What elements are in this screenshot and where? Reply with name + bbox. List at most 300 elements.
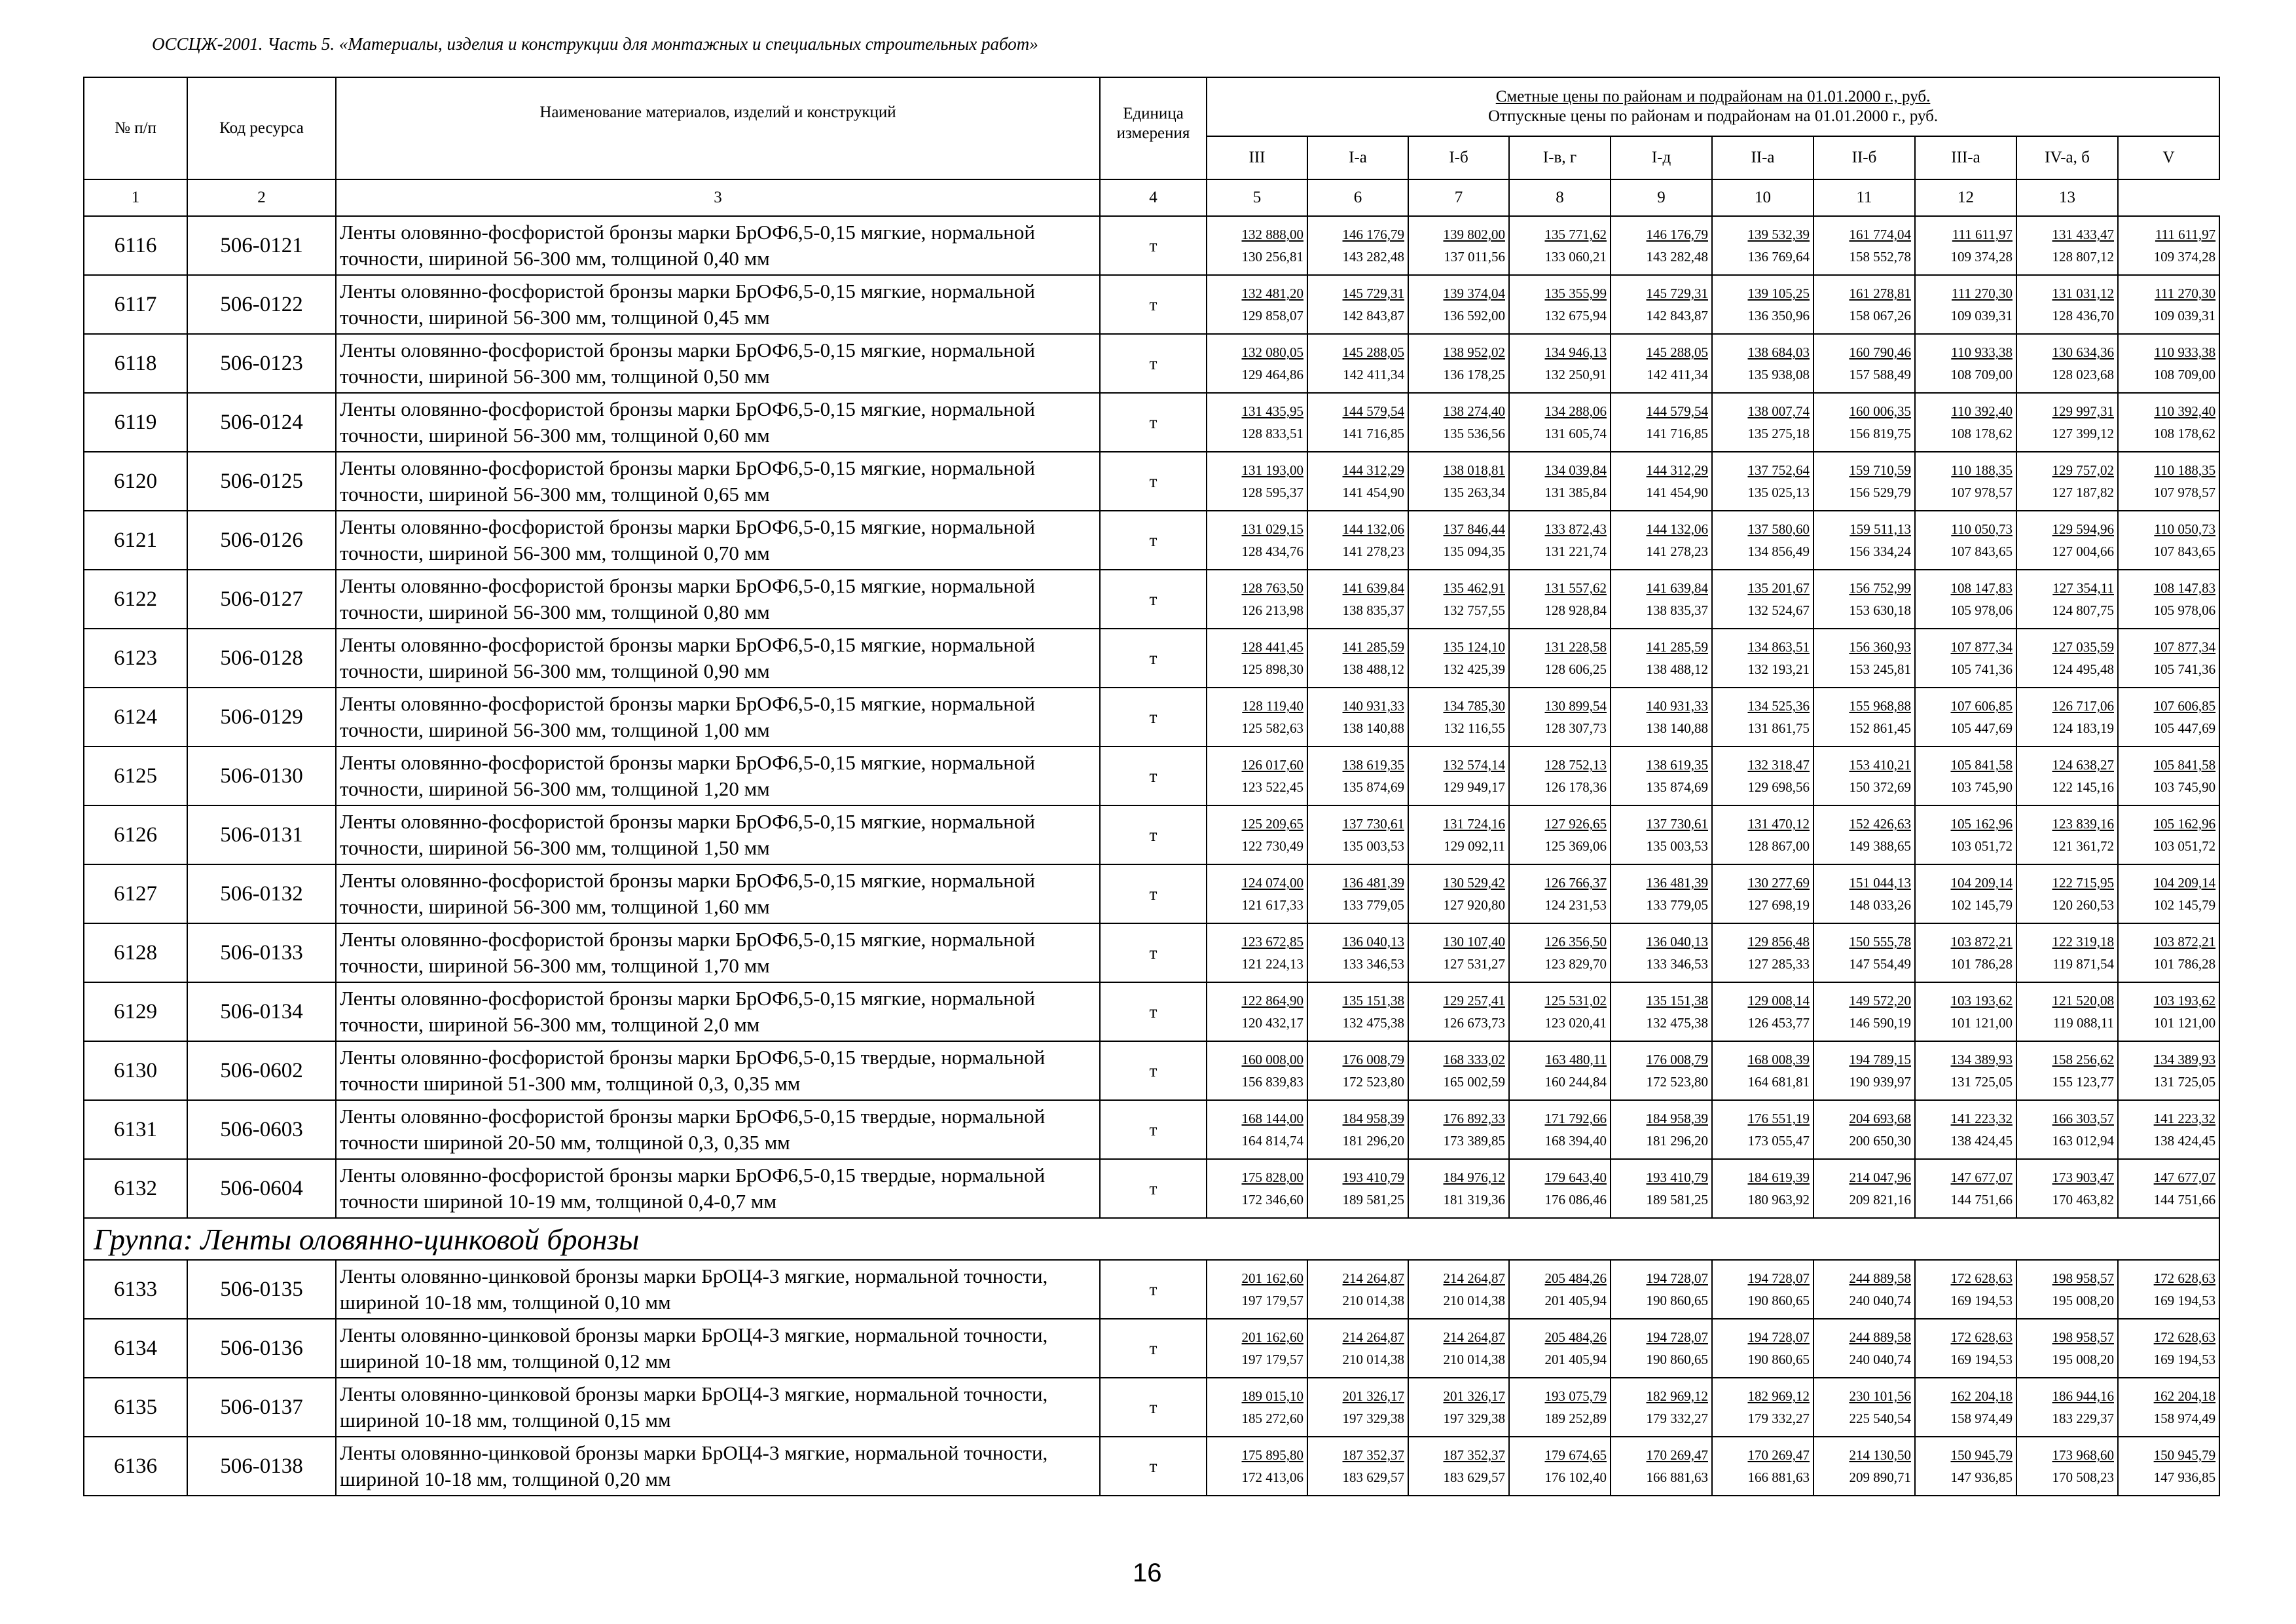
price-cell — [1813, 805, 1915, 864]
price-cell — [1915, 1041, 2016, 1100]
unit-of-measure: т — [1100, 1260, 1207, 1319]
resource-code: 506-0138 — [187, 1437, 336, 1496]
price-cell — [1915, 1159, 2016, 1218]
price-cell — [1712, 452, 1813, 511]
release-price: 225 540,54 — [1849, 1411, 1911, 1426]
estimate-price: 201 326,17 — [1443, 1388, 1505, 1404]
estimate-price: 121 520,08 — [2052, 993, 2114, 1008]
release-price: 120 260,53 — [2052, 897, 2114, 913]
release-price: 135 003,53 — [1342, 838, 1404, 854]
price-cell — [1915, 1378, 2016, 1437]
material-name: Ленты оловянно-фосфористой бронзы марки БрОФ6,5-0,15 твердые, нормальной точности шириной 20-50 мм, толщиной 0,3, 0,35 мм — [336, 1100, 1100, 1159]
price-cell — [1408, 334, 1509, 393]
release-price: 173 389,85 — [1443, 1133, 1505, 1149]
release-price: 125 582,63 — [1241, 720, 1303, 736]
header-region: III-а — [1915, 136, 2016, 179]
price-cell — [1408, 805, 1509, 864]
release-price: 124 495,48 — [2052, 661, 2114, 677]
price-cell — [1611, 923, 1712, 982]
price-cell — [1509, 1319, 1611, 1378]
price-cell — [1307, 511, 1408, 570]
estimate-price: 176 551,19 — [1747, 1111, 1810, 1126]
estimate-price: 146 176,79 — [1646, 227, 1708, 242]
column-number: 11 — [1813, 179, 1915, 216]
estimate-price: 139 802,00 — [1443, 227, 1505, 242]
estimate-price: 110 933,38 — [1951, 344, 2013, 360]
price-cell — [2118, 1319, 2219, 1378]
unit-of-measure: т — [1100, 334, 1207, 393]
resource-code: 506-0136 — [187, 1319, 336, 1378]
row-number: 6129 — [84, 982, 187, 1041]
unit-of-measure: т — [1100, 570, 1207, 629]
release-price: 132 475,38 — [1646, 1015, 1708, 1031]
estimate-price: 176 008,79 — [1646, 1052, 1708, 1067]
estimate-price: 214 264,87 — [1342, 1270, 1404, 1286]
estimate-price: 110 050,73 — [1951, 521, 2013, 537]
release-price: 124 231,53 — [1544, 897, 1607, 913]
row-number: 6127 — [84, 864, 187, 923]
release-price: 141 454,90 — [1342, 485, 1404, 500]
resource-code: 506-0122 — [187, 275, 336, 334]
price-cell — [1611, 1100, 1712, 1159]
estimate-price: 139 532,39 — [1747, 227, 1810, 242]
unit-of-measure: т — [1100, 1100, 1207, 1159]
release-price: 150 372,69 — [1849, 779, 1911, 795]
estimate-price: 173 968,60 — [2052, 1447, 2114, 1463]
release-price: 105 978,06 — [1950, 602, 2013, 618]
release-price: 123 829,70 — [1544, 956, 1607, 972]
release-price: 127 004,66 — [2052, 544, 2114, 559]
release-price: 190 860,65 — [1747, 1293, 1810, 1308]
price-cell — [1408, 511, 1509, 570]
estimate-price: 124 638,27 — [2052, 757, 2114, 773]
estimate-price: 194 789,15 — [1849, 1052, 1911, 1067]
table-row — [84, 1378, 2219, 1437]
price-cell — [2016, 1100, 2118, 1159]
estimate-price: 134 785,30 — [1443, 698, 1505, 714]
release-price: 138 140,88 — [1342, 720, 1404, 736]
table-row — [84, 1260, 2219, 1319]
release-price: 158 974,49 — [2153, 1411, 2216, 1426]
price-cell — [2118, 1041, 2219, 1100]
estimate-price: 128 752,13 — [1544, 757, 1607, 773]
price-cell — [1408, 275, 1509, 334]
price-cell — [1611, 511, 1712, 570]
price-cell — [1813, 275, 1915, 334]
release-price: 190 860,65 — [1747, 1352, 1810, 1367]
price-cell — [2118, 629, 2219, 688]
price-cell — [1813, 1319, 1915, 1378]
estimate-price: 132 080,05 — [1241, 344, 1303, 360]
header-unit: Единица измерения — [1100, 77, 1207, 179]
price-cell — [1611, 1041, 1712, 1100]
price-cell — [2016, 864, 2118, 923]
price-cell — [1207, 747, 1307, 805]
price-cell — [1307, 805, 1408, 864]
release-price: 135 025,13 — [1747, 485, 1810, 500]
price-cell — [2118, 864, 2219, 923]
release-price: 128 023,68 — [2052, 367, 2114, 382]
release-price: 107 978,57 — [2153, 485, 2216, 500]
table-row — [84, 923, 2219, 982]
estimate-price: 128 119,40 — [1242, 698, 1303, 714]
header-row-column-numbers — [84, 179, 2219, 216]
release-price: 136 592,00 — [1443, 308, 1505, 323]
estimate-price: 187 352,37 — [1342, 1447, 1404, 1463]
price-cell — [1207, 1437, 1307, 1496]
release-price: 136 769,64 — [1747, 249, 1810, 265]
material-name: Ленты оловянно-фосфористой бронзы марки БрОФ6,5-0,15 мягкие, нормальной точности, шириной 56-300 мм, толщиной 0,90 мм — [336, 629, 1100, 688]
estimate-price: 161 774,04 — [1849, 227, 1911, 242]
material-name: Ленты оловянно-фосфористой бронзы марки БрОФ6,5-0,15 мягкие, нормальной точности, шириной 56-300 мм, толщиной 2,0 мм — [336, 982, 1100, 1041]
table-row — [84, 393, 2219, 452]
price-cell — [1915, 805, 2016, 864]
group-row — [84, 1218, 2219, 1260]
estimate-price: 107 877,34 — [2153, 639, 2216, 655]
release-price: 147 936,85 — [1950, 1469, 2013, 1485]
estimate-price: 131 557,62 — [1544, 580, 1607, 596]
header-region: I-д — [1611, 136, 1712, 179]
header-region: IV-а, б — [2016, 136, 2118, 179]
release-price: 210 014,38 — [1443, 1352, 1505, 1367]
estimate-price: 131 435,95 — [1241, 403, 1303, 419]
estimate-price: 127 035,59 — [2052, 639, 2114, 655]
estimate-price: 131 228,58 — [1544, 639, 1607, 655]
resource-code: 506-0135 — [187, 1260, 336, 1319]
estimate-price: 136 040,13 — [1646, 934, 1708, 950]
price-cell — [1207, 393, 1307, 452]
price-table — [83, 77, 2220, 1496]
column-number: 4 — [1100, 179, 1207, 216]
release-price: 138 835,37 — [1342, 602, 1404, 618]
estimate-price: 129 257,41 — [1443, 993, 1505, 1008]
estimate-price: 138 007,74 — [1747, 403, 1810, 419]
price-cell — [1813, 864, 1915, 923]
release-price: 183 629,57 — [1342, 1469, 1404, 1485]
price-cell — [1408, 1260, 1509, 1319]
estimate-price: 172 628,63 — [1950, 1270, 2013, 1286]
estimate-price: 111 270,30 — [2155, 286, 2216, 301]
price-cell — [1207, 452, 1307, 511]
release-price: 197 329,38 — [1342, 1411, 1404, 1426]
price-cell — [1408, 452, 1509, 511]
resource-code: 506-0602 — [187, 1041, 336, 1100]
unit-of-measure: т — [1100, 923, 1207, 982]
row-number: 6132 — [84, 1159, 187, 1218]
release-price: 195 008,20 — [2052, 1352, 2114, 1367]
estimate-price: 145 288,05 — [1646, 344, 1708, 360]
estimate-price: 122 319,18 — [2052, 934, 2114, 950]
release-price: 126 673,73 — [1443, 1015, 1505, 1031]
estimate-price: 175 895,80 — [1241, 1447, 1303, 1463]
estimate-price: 186 944,16 — [2052, 1388, 2114, 1404]
price-cell — [1207, 275, 1307, 334]
release-price: 135 536,56 — [1443, 426, 1505, 441]
release-price: 138 488,12 — [1342, 661, 1404, 677]
release-price: 135 874,69 — [1342, 779, 1404, 795]
release-price: 120 432,17 — [1241, 1015, 1303, 1031]
header-prices — [1207, 77, 2219, 136]
release-price: 128 595,37 — [1241, 485, 1303, 500]
release-price: 172 523,80 — [1646, 1074, 1708, 1090]
column-number: 9 — [1611, 179, 1712, 216]
column-number: 8 — [1509, 179, 1611, 216]
price-cell — [1509, 629, 1611, 688]
estimate-price: 144 312,29 — [1646, 462, 1708, 478]
estimate-price: 184 958,39 — [1342, 1111, 1404, 1126]
release-price: 185 272,60 — [1241, 1411, 1303, 1426]
resource-code: 506-0132 — [187, 864, 336, 923]
price-cell — [2016, 747, 2118, 805]
release-price: 137 011,56 — [1444, 249, 1505, 265]
release-price: 138 488,12 — [1646, 661, 1708, 677]
release-price: 136 350,96 — [1747, 308, 1810, 323]
material-name: Ленты оловянно-фосфористой бронзы марки БрОФ6,5-0,15 мягкие, нормальной точности, шириной 56-300 мм, толщиной 0,65 мм — [336, 452, 1100, 511]
header-prices-release: Отпускные цены по районам и подрайонам на 01.01.2000 г., руб. — [1487, 107, 1939, 125]
price-cell — [1712, 393, 1813, 452]
release-price: 132 524,67 — [1747, 602, 1810, 618]
estimate-price: 105 841,58 — [2153, 757, 2216, 773]
estimate-price: 205 484,26 — [1544, 1329, 1607, 1345]
estimate-price: 230 101,56 — [1849, 1388, 1911, 1404]
price-cell — [1813, 688, 1915, 747]
estimate-price: 176 008,79 — [1342, 1052, 1404, 1067]
price-cell — [1813, 570, 1915, 629]
release-price: 179 332,27 — [1646, 1411, 1708, 1426]
price-cell — [1813, 1100, 1915, 1159]
estimate-price: 135 151,38 — [1342, 993, 1404, 1008]
row-number: 6134 — [84, 1319, 187, 1378]
estimate-price: 144 579,54 — [1646, 403, 1708, 419]
unit-of-measure: т — [1100, 982, 1207, 1041]
release-price: 156 839,83 — [1241, 1074, 1303, 1090]
release-price: 138 424,45 — [2153, 1133, 2216, 1149]
price-cell — [1207, 1159, 1307, 1218]
price-cell — [1307, 1378, 1408, 1437]
price-cell — [1915, 216, 2016, 275]
estimate-price: 160 790,46 — [1849, 344, 1911, 360]
estimate-price: 182 969,12 — [1747, 1388, 1810, 1404]
estimate-price: 184 958,39 — [1646, 1111, 1708, 1126]
estimate-price: 103 193,62 — [2153, 993, 2216, 1008]
material-name: Ленты оловянно-фосфористой бронзы марки БрОФ6,5-0,15 мягкие, нормальной точности, шириной 56-300 мм, толщиной 0,45 мм — [336, 275, 1100, 334]
unit-of-measure: т — [1100, 511, 1207, 570]
price-cell — [1813, 629, 1915, 688]
resource-code: 506-0128 — [187, 629, 336, 688]
price-cell — [1307, 629, 1408, 688]
estimate-price: 163 480,11 — [1545, 1052, 1607, 1067]
material-name: Ленты оловянно-фосфористой бронзы марки БрОФ6,5-0,15 мягкие, нормальной точности, шириной 56-300 мм, толщиной 1,00 мм — [336, 688, 1100, 747]
resource-code: 506-0121 — [187, 216, 336, 275]
estimate-price: 130 529,42 — [1443, 875, 1505, 891]
estimate-price: 134 389,93 — [1950, 1052, 2013, 1067]
estimate-price: 194 728,07 — [1747, 1270, 1810, 1286]
estimate-price: 130 107,40 — [1443, 934, 1505, 950]
price-cell — [1307, 1159, 1408, 1218]
price-cell — [1307, 334, 1408, 393]
price-cell — [2118, 982, 2219, 1041]
release-price: 107 843,65 — [2153, 544, 2216, 559]
material-name: Ленты оловянно-цинковой бронзы марки БрОЦ4-3 мягкие, нормальной точности, шириной 10-18 мм, толщиной 0,15 мм — [336, 1378, 1100, 1437]
unit-of-measure: т — [1100, 629, 1207, 688]
price-cell — [1509, 747, 1611, 805]
material-name: Ленты оловянно-фосфористой бронзы марки БрОФ6,5-0,15 мягкие, нормальной точности, шириной 56-300 мм, толщиной 0,40 мм — [336, 216, 1100, 275]
estimate-price: 141 285,59 — [1342, 639, 1404, 655]
price-cell — [2118, 570, 2219, 629]
estimate-price: 138 684,03 — [1747, 344, 1810, 360]
price-cell — [1307, 216, 1408, 275]
estimate-price: 187 352,37 — [1443, 1447, 1505, 1463]
estimate-price: 105 162,96 — [2153, 816, 2216, 832]
release-price: 133 346,53 — [1342, 956, 1404, 972]
price-cell — [1509, 1159, 1611, 1218]
release-price: 190 860,65 — [1646, 1352, 1708, 1367]
estimate-price: 103 872,21 — [1950, 934, 2013, 950]
release-price: 121 361,72 — [2052, 838, 2114, 854]
price-cell — [1813, 1437, 1915, 1496]
price-cell — [1408, 864, 1509, 923]
estimate-price: 153 410,21 — [1849, 757, 1911, 773]
release-price: 158 552,78 — [1849, 249, 1911, 265]
release-price: 103 745,90 — [1950, 779, 2013, 795]
release-price: 169 194,53 — [1950, 1293, 2013, 1308]
table-row — [84, 629, 2219, 688]
estimate-price: 134 946,13 — [1544, 344, 1607, 360]
estimate-price: 138 274,40 — [1443, 403, 1505, 419]
estimate-price: 139 105,25 — [1747, 286, 1810, 301]
release-price: 109 039,31 — [2153, 308, 2216, 323]
release-price: 126 213,98 — [1241, 602, 1303, 618]
price-cell — [2016, 923, 2118, 982]
release-price: 123 020,41 — [1544, 1015, 1607, 1031]
release-price: 209 821,16 — [1849, 1192, 1911, 1208]
release-price: 141 716,85 — [1646, 426, 1708, 441]
estimate-price: 108 147,83 — [2153, 580, 2216, 596]
release-price: 240 040,74 — [1849, 1293, 1911, 1308]
estimate-price: 135 124,10 — [1443, 639, 1505, 655]
price-cell — [1611, 570, 1712, 629]
estimate-price: 168 333,02 — [1443, 1052, 1505, 1067]
resource-code: 506-0137 — [187, 1378, 336, 1437]
estimate-price: 141 639,84 — [1342, 580, 1404, 596]
estimate-price: 136 481,39 — [1342, 875, 1404, 891]
release-price: 105 447,69 — [1950, 720, 2013, 736]
resource-code: 506-0125 — [187, 452, 336, 511]
header-region: I-в, г — [1509, 136, 1611, 179]
price-cell — [1207, 1100, 1307, 1159]
estimate-price: 134 288,06 — [1544, 403, 1607, 419]
price-cell — [1712, 216, 1813, 275]
release-price: 132 675,94 — [1544, 308, 1607, 323]
estimate-price: 110 188,35 — [1951, 462, 2013, 478]
release-price: 128 807,12 — [2052, 249, 2114, 265]
release-price: 102 145,79 — [2153, 897, 2216, 913]
release-price: 129 464,86 — [1241, 367, 1303, 382]
estimate-price: 107 606,85 — [2153, 698, 2216, 714]
release-price: 135 275,18 — [1747, 426, 1810, 441]
price-cell — [1611, 688, 1712, 747]
column-number: 10 — [1712, 179, 1813, 216]
estimate-price: 189 015,10 — [1241, 1388, 1303, 1404]
estimate-price: 159 511,13 — [1850, 521, 1911, 537]
material-name: Ленты оловянно-фосфористой бронзы марки БрОФ6,5-0,15 мягкие, нормальной точности, шириной 56-300 мм, толщиной 0,60 мм — [336, 393, 1100, 452]
estimate-price: 136 040,13 — [1342, 934, 1404, 950]
release-price: 166 881,63 — [1747, 1469, 1810, 1485]
unit-of-measure: т — [1100, 688, 1207, 747]
estimate-price: 111 270,30 — [1952, 286, 2013, 301]
price-cell — [1207, 1378, 1307, 1437]
unit-of-measure: т — [1100, 864, 1207, 923]
table-row — [84, 452, 2219, 511]
price-cell — [2016, 1437, 2118, 1496]
release-price: 119 871,54 — [2052, 956, 2114, 972]
price-cell — [1509, 1100, 1611, 1159]
price-cell — [2016, 629, 2118, 688]
price-cell — [1509, 216, 1611, 275]
estimate-price: 149 572,20 — [1849, 993, 1911, 1008]
estimate-price: 194 728,07 — [1747, 1329, 1810, 1345]
material-name: Ленты оловянно-фосфористой бронзы марки БрОФ6,5-0,15 мягкие, нормальной точности, шириной 56-300 мм, толщиной 0,50 мм — [336, 334, 1100, 393]
column-number: 6 — [1307, 179, 1408, 216]
price-cell — [1509, 275, 1611, 334]
price-cell — [1915, 334, 2016, 393]
release-price: 201 405,94 — [1544, 1293, 1607, 1308]
row-number: 6119 — [84, 393, 187, 452]
price-cell — [1307, 452, 1408, 511]
row-number: 6126 — [84, 805, 187, 864]
price-cell — [1509, 1437, 1611, 1496]
release-price: 135 003,53 — [1646, 838, 1708, 854]
release-price: 132 757,55 — [1443, 602, 1505, 618]
header-num: № п/п — [84, 77, 187, 179]
release-price: 155 123,77 — [2052, 1074, 2114, 1090]
release-price: 122 145,16 — [2052, 779, 2114, 795]
estimate-price: 150 555,78 — [1849, 934, 1911, 950]
price-cell — [1207, 923, 1307, 982]
price-cell — [1307, 747, 1408, 805]
table-row — [84, 1319, 2219, 1378]
estimate-price: 122 715,95 — [2052, 875, 2114, 891]
estimate-price: 126 717,06 — [2052, 698, 2114, 714]
price-cell — [1509, 1041, 1611, 1100]
estimate-price: 147 677,07 — [2153, 1170, 2216, 1185]
price-cell — [2016, 1319, 2118, 1378]
header-region: II-б — [1813, 136, 1915, 179]
header-code: Код ресурса — [187, 77, 336, 179]
unit-of-measure: т — [1100, 805, 1207, 864]
price-cell — [2118, 216, 2219, 275]
release-price: 166 881,63 — [1646, 1469, 1708, 1485]
release-price: 142 843,87 — [1646, 308, 1708, 323]
estimate-price: 171 792,66 — [1544, 1111, 1607, 1126]
price-cell — [2118, 275, 2219, 334]
price-cell — [1408, 1100, 1509, 1159]
estimate-price: 123 672,85 — [1241, 934, 1303, 950]
price-cell — [2016, 1378, 2118, 1437]
estimate-price: 127 354,11 — [2052, 580, 2114, 596]
estimate-price: 125 209,65 — [1241, 816, 1303, 832]
estimate-price: 151 044,13 — [1849, 875, 1911, 891]
price-cell — [1712, 1260, 1813, 1319]
price-cell — [1307, 688, 1408, 747]
estimate-price: 134 039,84 — [1544, 462, 1607, 478]
header-region: V — [2118, 136, 2219, 179]
estimate-price: 198 958,57 — [2052, 1329, 2114, 1345]
price-cell — [1408, 1319, 1509, 1378]
release-price: 158 974,49 — [1950, 1411, 2013, 1426]
price-cell — [1712, 982, 1813, 1041]
price-cell — [1207, 1260, 1307, 1319]
